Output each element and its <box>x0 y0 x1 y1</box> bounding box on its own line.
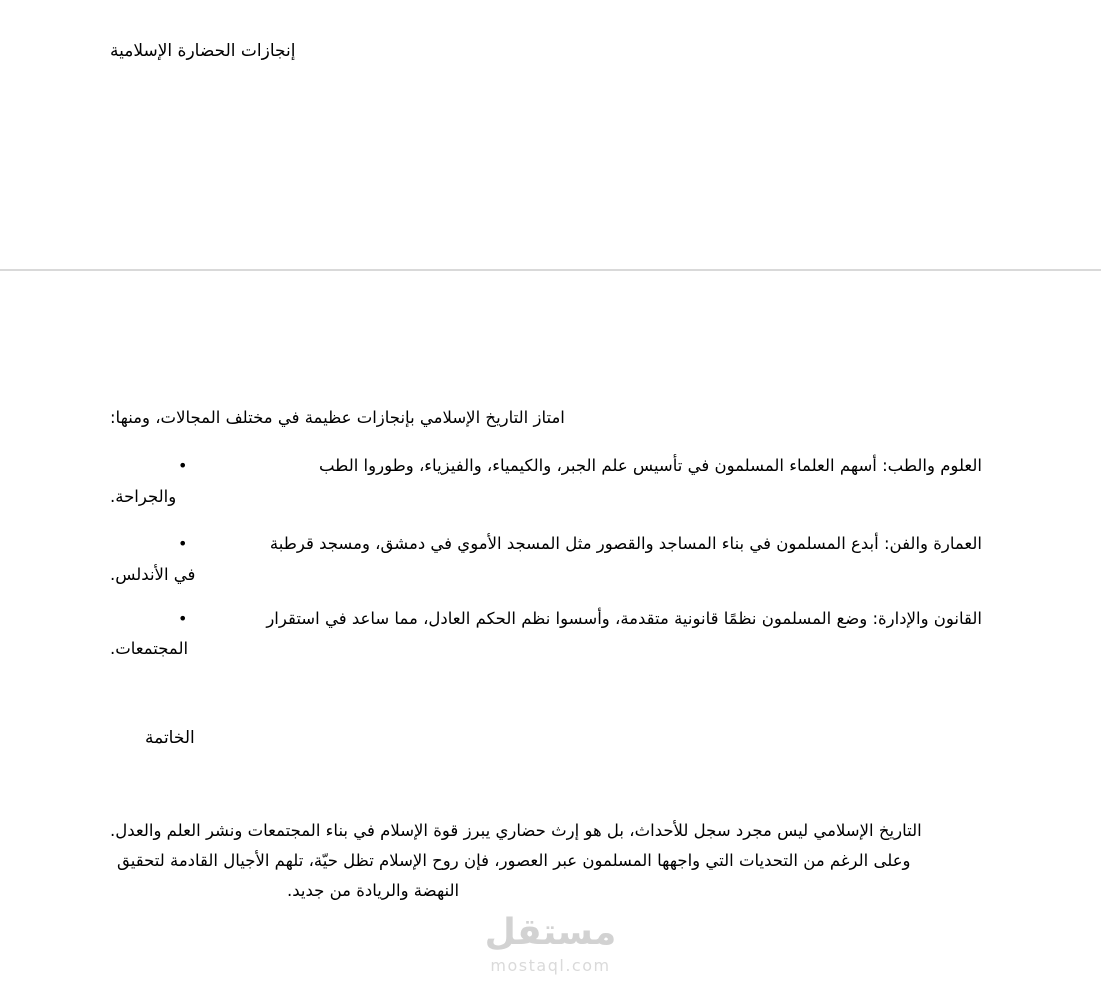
conclusion-line: وعلى الرغم من التحديات التي واجهها المسلمون عبر العصور، فإن روح الإسلام تظل حيّة، تلهم الأجيال القادمة لتحقيق <box>117 851 911 870</box>
bullet-icon: • <box>178 609 188 628</box>
bullet-icon: • <box>178 456 188 475</box>
conclusion-heading: الخاتمة <box>145 728 195 748</box>
bullet-line-science-continuation: والجراحة. <box>110 487 177 506</box>
page-divider <box>0 269 1101 271</box>
bullet-line-law-continuation: المجتمعات. <box>110 639 189 658</box>
intro-paragraph: امتاز التاريخ الإسلامي بإنجازات عظيمة في مختلف المجالات، ومنها: <box>110 408 565 427</box>
bullet-line-architecture-continuation: في الأندلس. <box>110 565 196 584</box>
conclusion-line: النهضة والريادة من جديد. <box>287 881 460 900</box>
mostaql-url: mostaql.com <box>490 956 611 975</box>
conclusion-line: التاريخ الإسلامي ليس مجرد سجل للأحداث، بل هو إرث حضاري يبرز قوة الإسلام في بناء المجتمعات ونشر العلم والعدل. <box>110 821 922 840</box>
bullet-line-law: القانون والإدارة: وضع المسلمون نظمًا قانونية متقدمة، وأسسوا نظم الحكم العادل، مما ساعد في استقرار <box>266 609 982 628</box>
bullet-line-architecture: العمارة والفن: أبدع المسلمون في بناء المساجد والقصور مثل المسجد الأموي في دمشق، ومسجد قرطبة <box>269 534 982 553</box>
bullet-line-science: العلوم والطب: أسهم العلماء المسلمون في تأسيس علم الجبر، والكيمياء، والفيزياء، وطوروا الطب <box>318 456 982 475</box>
mostaql-logo: مستقل <box>484 912 617 953</box>
bullet-icon: • <box>178 534 188 553</box>
document-title: إنجازات الحضارة الإسلامية <box>110 41 296 61</box>
